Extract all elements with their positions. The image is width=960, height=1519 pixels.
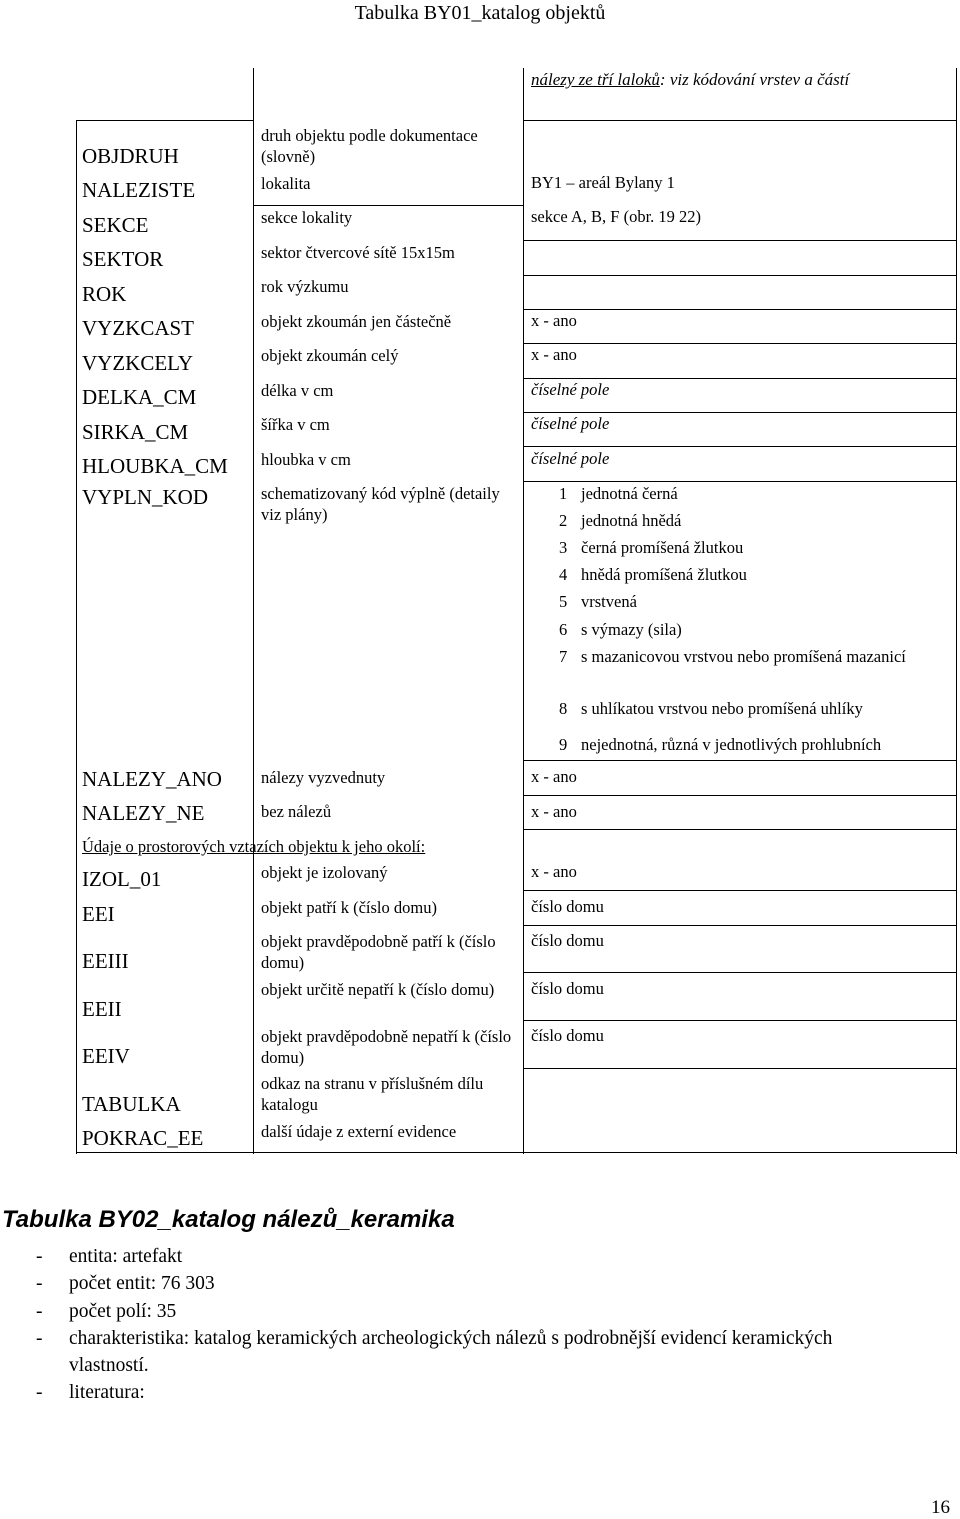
field-name: IZOL_01 xyxy=(82,867,162,891)
field-description: objekt pravděpodobně patří k (číslo domu) xyxy=(261,932,496,972)
code-number: 5 xyxy=(559,592,568,611)
code-text: s uhlíkatou vrstvou nebo promíšená uhlíky xyxy=(581,699,863,718)
table2-heading: Tabulka BY02_katalog nálezů_keramika xyxy=(2,1206,455,1233)
field-name: EEII xyxy=(82,997,122,1021)
field-name: DELKA_CM xyxy=(82,385,197,409)
field-description: délka v cm xyxy=(261,381,334,400)
field-description: odkaz na stranu v příslušném dílu katalogu xyxy=(261,1074,484,1114)
finds-note-rest: : viz kódování vrstev a částí xyxy=(659,70,850,89)
code-text: s mazanicovou vrstvou nebo promíšená mazanicí xyxy=(581,647,906,666)
field-description: rok výzkumu xyxy=(261,277,349,296)
field-description: lokalita xyxy=(261,174,311,193)
bullet-text: entita: artefakt xyxy=(69,1246,183,1267)
code-number: 2 xyxy=(559,511,568,530)
field-name: NALEZY_NE xyxy=(82,801,205,825)
field-value: x - ano xyxy=(531,311,577,330)
code-text: s výmazy (sila) xyxy=(581,620,682,639)
field-description: objekt patří k (číslo domu) xyxy=(261,898,437,917)
field-value: číslo domu xyxy=(531,1026,604,1045)
field-value: číselné pole xyxy=(531,380,610,399)
field-name: ROK xyxy=(82,282,127,306)
field-description: objekt je izolovaný xyxy=(261,863,388,882)
field-description: objekt určitě nepatří k (číslo domu) xyxy=(261,980,495,999)
field-name: POKRAC_EE xyxy=(82,1126,204,1150)
code-number: 6 xyxy=(559,620,568,639)
field-name: VYZKCELY xyxy=(82,351,194,375)
field-name: VYPLN_KOD xyxy=(82,485,208,509)
page-number: 16 xyxy=(931,1497,950,1518)
code-number: 1 xyxy=(559,484,568,503)
field-value: BY1 – areál Bylany 1 xyxy=(531,173,675,192)
field-name: SEKTOR xyxy=(82,247,164,271)
field-name: EEI xyxy=(82,902,115,926)
field-name: SEKCE xyxy=(82,213,149,237)
field-value: číselné pole xyxy=(531,449,610,468)
bullet-text: počet entit: 76 303 xyxy=(69,1273,215,1294)
field-description: sekce lokality xyxy=(261,208,353,227)
code-number: 4 xyxy=(559,565,568,584)
code-text: jednotná hnědá xyxy=(581,511,682,530)
field-description: objekt zkoumán celý xyxy=(261,346,399,365)
field-description: sektor čtvercové sítě 15x15m xyxy=(261,243,455,262)
code-number: 3 xyxy=(559,538,568,557)
bullet-text: počet polí: 35 xyxy=(69,1301,177,1322)
field-description: objekt pravděpodobně nepatří k (číslo domu) xyxy=(261,1027,512,1067)
code-text: černá promíšená žlutkou xyxy=(581,538,744,557)
field-value: x - ano xyxy=(531,802,577,821)
field-name: VYZKCAST xyxy=(82,316,195,340)
field-value: číslo domu xyxy=(531,897,604,916)
field-name: NALEZY_ANO xyxy=(82,767,222,791)
code-number: 8 xyxy=(559,699,568,718)
code-text: vrstvená xyxy=(581,592,637,611)
code-number: 7 xyxy=(559,647,568,666)
code-number: 9 xyxy=(559,735,568,754)
field-description: objekt zkoumán jen částečně xyxy=(261,312,452,331)
field-name: SIRKA_CM xyxy=(82,420,189,444)
bullet-text: charakteristika: katalog keramických archeologických nálezů s podrobnější evidencí keramických vlastností. xyxy=(69,1328,833,1376)
field-name: TABULKA xyxy=(82,1092,181,1116)
code-text: nejednotná, různá v jednotlivých prohlubních xyxy=(581,735,882,754)
section-heading: Údaje o prostorových vztazích objektu k jeho okolí: xyxy=(82,837,426,856)
field-value: sekce A, B, F (obr. 19 22) xyxy=(531,207,702,226)
field-description: schematizovaný kód výplně (detaily viz plány) xyxy=(261,484,500,524)
field-description: šířka v cm xyxy=(261,415,330,434)
finds-note-underlined: nálezy ze tří laloků xyxy=(531,70,660,89)
field-description: hloubka v cm xyxy=(261,450,351,469)
code-text: hnědá promíšená žlutkou xyxy=(581,565,747,584)
finds-note xyxy=(531,70,849,90)
field-description: další údaje z externí evidence xyxy=(261,1122,457,1141)
bullet-text: literatura: xyxy=(69,1382,145,1403)
page-title: Tabulka BY01_katalog objektů xyxy=(354,2,606,24)
field-name: HLOUBKA_CM xyxy=(82,454,228,478)
field-description: bez nálezů xyxy=(261,802,332,821)
field-value: x - ano xyxy=(531,345,577,364)
code-text: jednotná černá xyxy=(581,484,678,503)
field-name: NALEZISTE xyxy=(82,178,196,202)
field-name: EEIII xyxy=(82,949,129,973)
field-description: druh objektu podle dokumentace (slovně) xyxy=(261,126,478,166)
field-value: číselné pole xyxy=(531,414,610,433)
field-value: číslo domu xyxy=(531,979,604,998)
field-name: EEIV xyxy=(82,1044,130,1068)
field-value: číslo domu xyxy=(531,931,604,950)
field-description: nálezy vyzvednuty xyxy=(261,768,386,787)
field-name: OBJDRUH xyxy=(82,144,179,168)
field-value: x - ano xyxy=(531,767,577,786)
field-value: x - ano xyxy=(531,862,577,881)
